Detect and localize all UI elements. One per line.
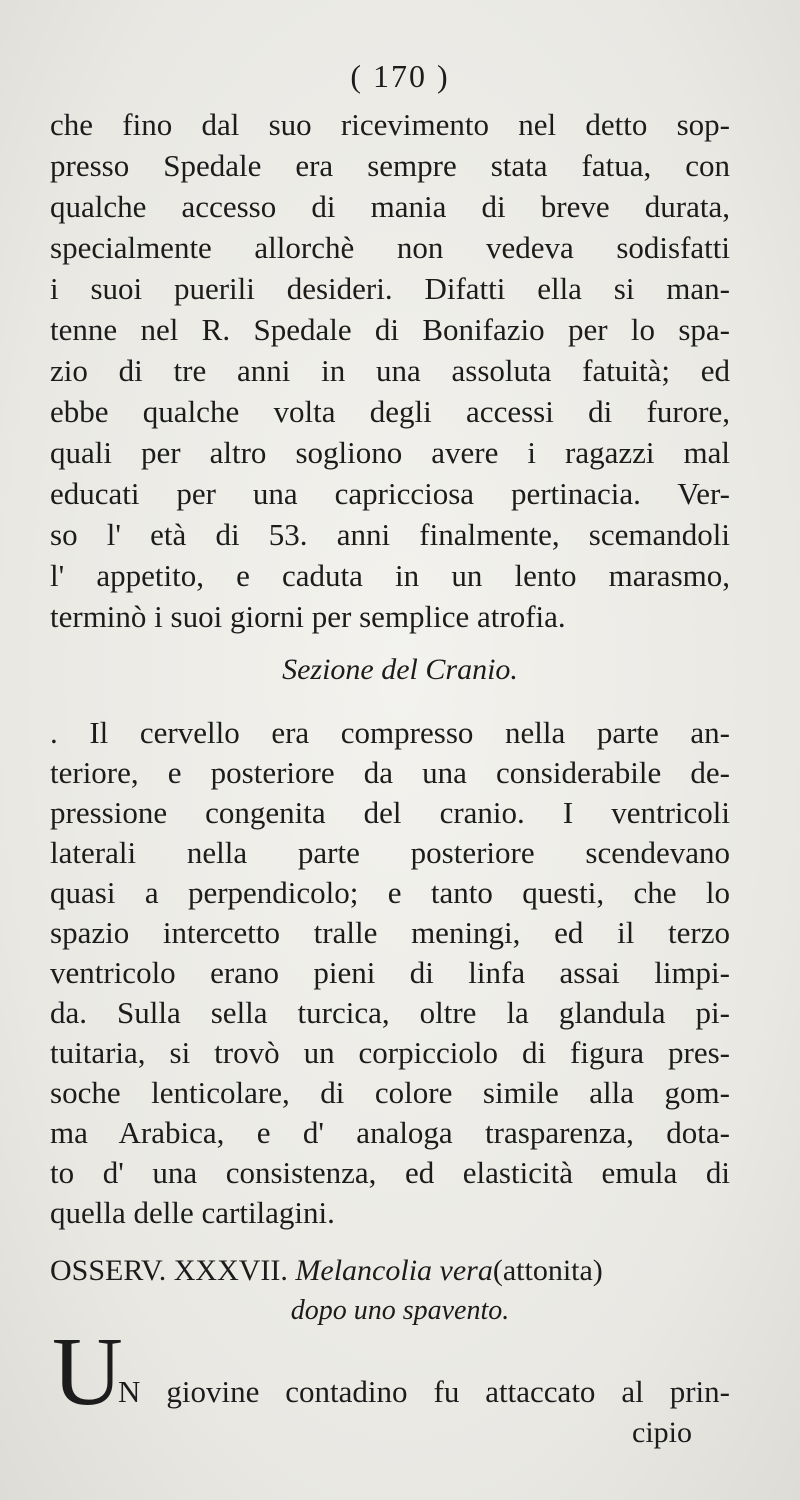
observation-title: Melancolia vera — [295, 1254, 493, 1287]
text-line: ventricolo erano pieni di linfa assai limpi- — [50, 955, 730, 990]
text-line: tuitaria, si trovò un corpicciolo di figura pres- — [50, 1035, 730, 1070]
section-title: Sezione del Cranio. — [282, 653, 518, 686]
observation-heading — [50, 1254, 740, 1288]
text-line: N giovine contadino fu attaccato al prin- — [118, 1374, 730, 1409]
text-line: quali per altro sogliono avere i ragazzi mal — [50, 435, 730, 470]
text-line: ma Arabica, e d' analoga trasparenza, dota- — [50, 1115, 730, 1150]
text-line: pressione congenita del cranio. I ventricoli — [50, 795, 730, 830]
text-line: terminò i suoi giorni per semplice atrofia. — [50, 599, 566, 634]
observation-label: OSSERV. XXXVII. — [50, 1254, 288, 1287]
text-line: presso Spedale era sempre stata fatua, con — [50, 148, 730, 183]
text-line: specialmente allorchè non vedeva sodisfatti — [50, 230, 730, 265]
text-line: so l' età di 53. anni finalmente, scemandoli — [50, 517, 730, 552]
text-line: zio di tre anni in una assoluta fatuità; ed — [50, 353, 730, 388]
observation-subtitle: dopo uno spavento. — [290, 1295, 510, 1326]
text-line: quasi a perpendicolo; e tanto questi, che lo — [50, 875, 730, 910]
text-line: teriore, e posteriore da una considerabile de- — [50, 755, 730, 790]
text-line: quella delle cartilagini. — [50, 1195, 335, 1230]
text-line: soche lenticolare, di colore simile alla gom- — [50, 1075, 730, 1110]
text-line: ebbe qualche volta degli accessi di furore, — [50, 394, 730, 429]
text-line: . Il cervello era compresso nella parte an- — [50, 715, 730, 750]
text-line: tenne nel R. Spedale di Bonifazio per lo spa- — [50, 312, 730, 347]
text-line: educati per una capricciosa pertinacia. Ver- — [50, 476, 730, 511]
observation-title-paren: (attonita) — [492, 1254, 603, 1287]
text-line: laterali nella parte posteriore scendevano — [50, 835, 730, 870]
text-line: spazio intercetto tralle meningi, ed il terzo — [50, 915, 730, 950]
text-line: che fino dal suo ricevimento nel detto sop- — [50, 107, 730, 142]
drop-cap: U — [52, 1318, 123, 1426]
text-line: l' appetito, e caduta in un lento marasmo, — [50, 558, 730, 593]
page-number: ( 170 ) — [350, 58, 450, 94]
text-line: qualche accesso di mania di breve durata, — [50, 189, 730, 224]
text-line: to d' una consistenza, ed elasticità emula di — [50, 1155, 730, 1190]
text-line: da. Sulla sella turcica, oltre la glandula pi- — [50, 995, 730, 1030]
catchword: cipio — [632, 1416, 692, 1449]
text-line: i suoi puerili desideri. Difatti ella si man- — [50, 271, 730, 306]
